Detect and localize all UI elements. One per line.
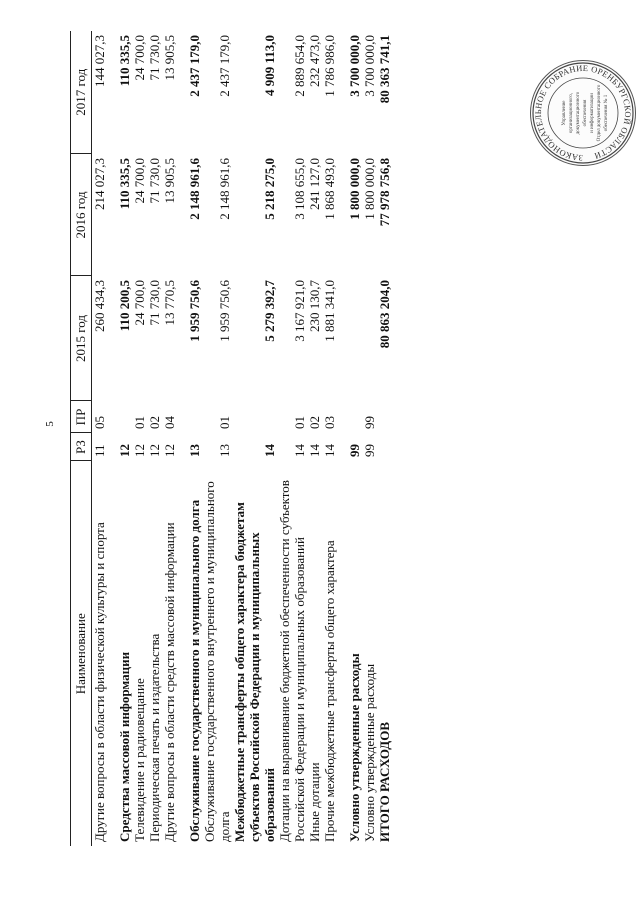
table-row bbox=[362, 31, 377, 846]
row-pr-cell: 01 bbox=[217, 416, 232, 429]
row-rz-cell bbox=[177, 433, 187, 461]
row-2016-cell: 3 108 655,0 bbox=[292, 158, 307, 220]
header-2016: 2016 год bbox=[71, 154, 92, 276]
row-2017-cell: 3 700 000,0 bbox=[362, 35, 377, 97]
row-2017-cell: 4 909 113,0 bbox=[262, 35, 277, 97]
table-row bbox=[377, 31, 392, 846]
row-name-cell bbox=[177, 461, 187, 846]
row-2016-cell: 2 148 961,6 bbox=[217, 158, 232, 220]
row-2016-cell: 77 978 756,8 bbox=[377, 158, 392, 227]
row-2017-cell: 24 700,0 bbox=[132, 35, 147, 81]
row-2017-cell: 110 335,5 bbox=[117, 35, 132, 87]
row-pr-cell bbox=[377, 401, 392, 433]
row-2015-cell bbox=[107, 276, 117, 401]
row-rz-cell: 13 bbox=[187, 444, 202, 457]
row-rz-cell: 12 bbox=[162, 444, 177, 457]
row-pr-cell: 03 bbox=[322, 416, 337, 429]
row-name-cell bbox=[337, 461, 347, 846]
row-pr-cell: 01 bbox=[292, 416, 307, 429]
row-2015-cell: 260 434,3 bbox=[92, 280, 107, 332]
table-header-row bbox=[71, 31, 92, 846]
table-row bbox=[92, 31, 108, 846]
row-2016-cell: 5 218 275,0 bbox=[262, 158, 277, 220]
svg-text:и информатизации: и информатизации bbox=[590, 93, 595, 133]
row-2016-cell: 110 335,5 bbox=[117, 158, 132, 210]
row-2016-cell bbox=[177, 154, 187, 276]
row-rz-cell: 14 bbox=[322, 444, 337, 457]
table-row bbox=[347, 31, 362, 846]
svg-text:ЗАКОНОДАТЕЛЬНОЕ СОБРАНИЕ ОРЕНБ: ЗАКОНОДАТЕЛЬНОЕ СОБРАНИЕ ОРЕНБУРГСКОЙ ОБЛАСТИ bbox=[532, 62, 634, 164]
row-2017-cell: 3 700 000,0 bbox=[347, 35, 362, 97]
row-rz-cell: 14 bbox=[292, 444, 307, 457]
row-2015-cell bbox=[347, 276, 362, 401]
row-pr-cell bbox=[177, 401, 187, 433]
header-name: Наименование bbox=[71, 461, 92, 846]
table-row bbox=[132, 31, 147, 846]
row-2015-cell: 1 959 750,6 bbox=[217, 280, 232, 342]
row-2015-cell: 13 770,5 bbox=[162, 280, 177, 326]
row-name-cell: Обслуживание государственного внутреннего и муниципального долга bbox=[202, 481, 232, 842]
row-2016-cell: 241 127,0 bbox=[307, 158, 322, 210]
row-2017-cell: 2 889 654,0 bbox=[292, 35, 307, 97]
row-2016-cell: 2 148 961,6 bbox=[187, 158, 202, 220]
row-2017-cell bbox=[337, 31, 347, 154]
row-2015-cell: 71 730,0 bbox=[147, 280, 162, 326]
row-2015-cell bbox=[362, 276, 377, 401]
row-name-cell: Другие вопросы в области физической культуры и спорта bbox=[92, 522, 107, 842]
expenses-table bbox=[70, 31, 392, 846]
svg-text:обеспечения: обеспечения bbox=[583, 99, 588, 127]
row-name-cell: Дотации на выравнивание бюджетной обеспеченности субъектов Российской Федерации и муниципальных образований bbox=[277, 480, 307, 842]
row-rz-cell: 12 bbox=[147, 444, 162, 457]
svg-text:Управление: Управление bbox=[562, 100, 567, 126]
official-seal-stamp bbox=[530, 60, 636, 166]
row-2017-cell: 13 905,5 bbox=[162, 35, 177, 81]
row-pr-cell: 05 bbox=[92, 416, 107, 429]
svg-text:организационного,: организационного, bbox=[569, 92, 574, 134]
row-rz-cell: 12 bbox=[117, 444, 132, 457]
row-2015-cell: 230 130,7 bbox=[307, 280, 322, 332]
row-2015-cell: 3 167 921,0 bbox=[292, 280, 307, 342]
table-row bbox=[162, 31, 177, 846]
row-name-cell: Другие вопросы в области средств массовой информации bbox=[162, 522, 177, 842]
row-pr-cell: 02 bbox=[307, 416, 322, 429]
row-2015-cell bbox=[337, 276, 347, 401]
table-row bbox=[187, 31, 202, 846]
svg-text:документационного: документационного bbox=[576, 91, 581, 135]
row-2016-cell: 24 700,0 bbox=[132, 158, 147, 204]
rotated-page-content bbox=[70, 31, 630, 846]
table-row bbox=[117, 31, 132, 846]
table-row bbox=[232, 31, 277, 846]
row-rz-cell bbox=[337, 433, 347, 461]
row-pr-cell bbox=[117, 401, 132, 433]
table-row bbox=[147, 31, 162, 846]
row-2015-cell: 24 700,0 bbox=[132, 280, 147, 326]
row-2015-cell: 80 863 204,0 bbox=[377, 280, 392, 349]
row-2017-cell bbox=[177, 31, 187, 154]
row-name-cell: Обслуживание государственного и муниципального долга bbox=[187, 499, 202, 842]
row-rz-cell: 99 bbox=[362, 444, 377, 457]
row-name-cell: Телевидение и радиовещание bbox=[132, 678, 147, 842]
row-name-cell: Иные дотации bbox=[307, 762, 322, 842]
row-pr-cell bbox=[347, 401, 362, 433]
row-2016-cell bbox=[337, 154, 347, 276]
table-body bbox=[92, 31, 393, 846]
row-name-cell: ИТОГО РАСХОДОВ bbox=[377, 721, 392, 842]
row-name-cell: Условно утвержденные расходы bbox=[362, 663, 377, 842]
row-2017-cell: 2 437 179,0 bbox=[217, 35, 232, 97]
header-pr: ПР bbox=[71, 401, 92, 433]
row-2017-cell bbox=[107, 31, 117, 154]
row-2017-cell: 1 786 986,0 bbox=[322, 35, 337, 97]
row-2016-cell: 1 800 000,0 bbox=[347, 158, 362, 220]
row-pr-cell: 01 bbox=[132, 416, 147, 429]
row-rz-cell bbox=[377, 433, 392, 461]
row-rz-cell: 14 bbox=[307, 444, 322, 457]
table-row bbox=[107, 31, 117, 846]
row-pr-cell bbox=[232, 401, 277, 433]
row-2016-cell: 1 800 000,0 bbox=[362, 158, 377, 220]
row-rz-cell bbox=[107, 433, 117, 461]
row-2017-cell: 232 473,0 bbox=[307, 35, 322, 87]
row-2017-cell: 2 437 179,0 bbox=[187, 35, 202, 97]
row-2015-cell: 1 959 750,6 bbox=[187, 280, 202, 342]
row-pr-cell: 04 bbox=[162, 416, 177, 429]
row-2016-cell bbox=[107, 154, 117, 276]
row-pr-cell bbox=[187, 401, 202, 433]
row-rz-cell: 14 bbox=[262, 444, 277, 457]
header-rz: РЗ bbox=[71, 433, 92, 461]
row-pr-cell: 99 bbox=[362, 416, 377, 429]
row-pr-cell bbox=[107, 401, 117, 433]
row-2016-cell: 71 730,0 bbox=[147, 158, 162, 204]
row-name-cell: Периодическая печать и издательства bbox=[147, 633, 162, 842]
header-2015: 2015 год bbox=[71, 276, 92, 401]
table-row bbox=[307, 31, 322, 846]
row-rz-cell: 13 bbox=[217, 444, 232, 457]
row-2016-cell: 1 868 493,0 bbox=[322, 158, 337, 220]
row-rz-cell: 12 bbox=[132, 444, 147, 457]
table-row bbox=[277, 31, 307, 846]
row-2015-cell bbox=[177, 276, 187, 401]
svg-text:Отдел документационного: Отдел документационного bbox=[597, 84, 602, 142]
svg-text:обеспечения № 1: обеспечения № 1 bbox=[604, 94, 609, 132]
row-2017-cell: 80 363 741,1 bbox=[377, 35, 392, 104]
row-name-cell: Условно утвержденные расходы bbox=[347, 653, 362, 842]
row-2015-cell: 5 279 392,7 bbox=[262, 280, 277, 342]
header-2017: 2017 год bbox=[71, 31, 92, 154]
row-2017-cell: 71 730,0 bbox=[147, 35, 162, 81]
table-row bbox=[337, 31, 347, 846]
table-row bbox=[202, 31, 232, 846]
row-pr-cell: 02 bbox=[147, 416, 162, 429]
row-2016-cell: 214 027,3 bbox=[92, 158, 107, 210]
row-name-cell bbox=[107, 461, 117, 846]
row-rz-cell: 99 bbox=[347, 444, 362, 457]
row-2017-cell: 144 027,3 bbox=[92, 35, 107, 87]
table-row bbox=[177, 31, 187, 846]
row-pr-cell bbox=[337, 401, 347, 433]
row-name-cell: Средства массовой информации bbox=[117, 651, 132, 842]
table-row bbox=[322, 31, 337, 846]
row-2015-cell: 1 881 341,0 bbox=[322, 280, 337, 342]
row-name-cell: Межбюджетные трансферты общего характера бюджетам субъектов Российской Федерации и муниципальных образований bbox=[232, 502, 277, 842]
row-name-cell: Прочие межбюджетные трансферты общего характера bbox=[322, 540, 337, 842]
row-2015-cell: 110 200,5 bbox=[117, 280, 132, 332]
page-number: 5 bbox=[43, 421, 56, 427]
row-rz-cell: 11 bbox=[92, 444, 107, 457]
row-2016-cell: 13 905,5 bbox=[162, 158, 177, 204]
